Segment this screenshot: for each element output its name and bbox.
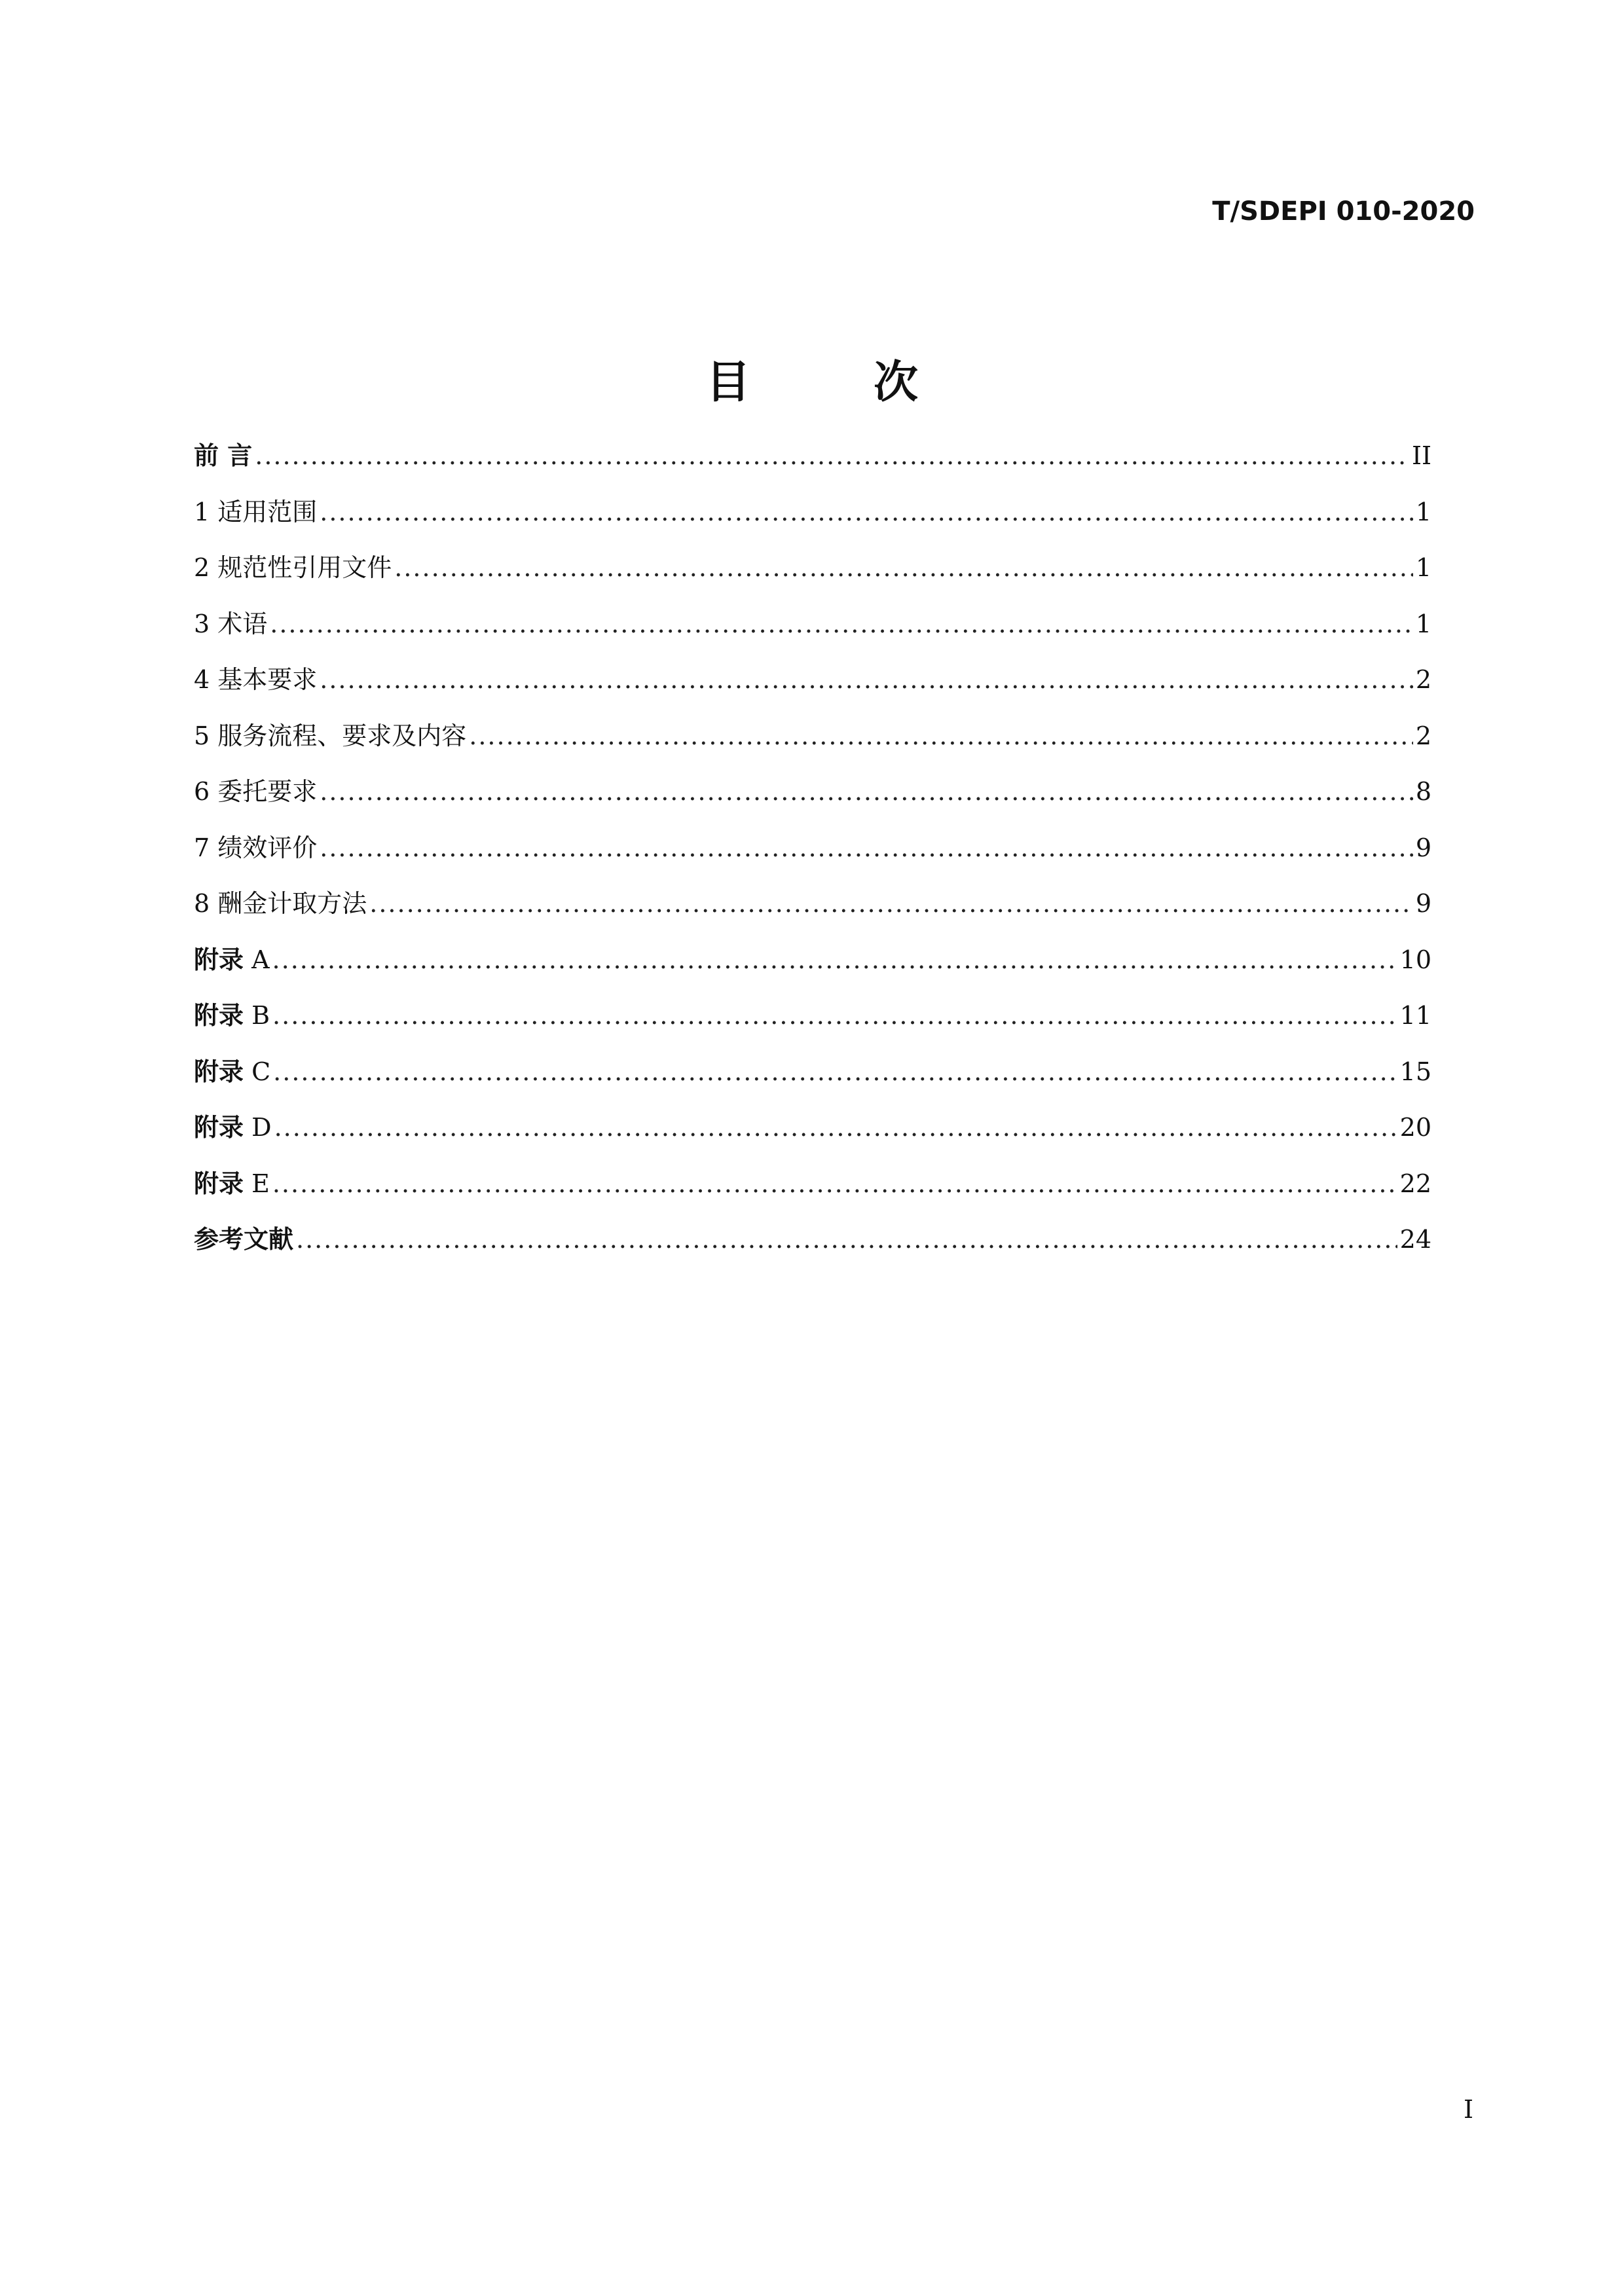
toc-entry-label-text: 5 服务流程、要求及内容: [194, 721, 467, 750]
toc-dot-leader: [272, 1169, 1397, 1198]
toc-entry-label-text: 6 委托要求: [194, 777, 318, 806]
toc-entry[interactable]: [194, 547, 1431, 604]
document-code: T/SDEPI 010-2020: [1212, 196, 1475, 227]
page-number: I: [1463, 2095, 1473, 2124]
toc-entry[interactable]: [194, 492, 1431, 548]
toc-entry-page: 9: [1415, 833, 1431, 862]
toc-dot-leader: [369, 889, 1413, 918]
toc-entry-label-text: 前 言: [194, 441, 253, 470]
table-of-contents: [194, 435, 1431, 1275]
toc-entry-label: [194, 435, 252, 471]
toc-entry-label: [194, 828, 317, 864]
toc-entry-label-text: 3 术语: [194, 609, 268, 638]
toc-entry-label-text: 附录: [194, 1169, 244, 1198]
toc-entry-page: 1: [1415, 609, 1431, 638]
toc-entry-label: [194, 659, 317, 695]
toc-entry-label: [194, 1107, 272, 1143]
toc-entry[interactable]: [194, 604, 1431, 660]
toc-dot-leader: [320, 833, 1413, 862]
toc-dot-leader: [273, 1057, 1397, 1086]
toc-entry-page: 1: [1415, 497, 1431, 526]
toc-entry-page: 1: [1415, 553, 1431, 582]
toc-entry-label-text: 1 适用范围: [194, 497, 318, 526]
toc-entry-page: 8: [1415, 777, 1431, 806]
toc-entry-label-text: 附录: [194, 1001, 244, 1030]
toc-dot-leader: [296, 1225, 1397, 1254]
toc-entry[interactable]: [194, 995, 1431, 1051]
toc-entry-suffix: A: [244, 945, 270, 974]
toc-entry-label: [194, 716, 466, 752]
toc-entry-label-text: 7 绩效评价: [194, 833, 318, 862]
toc-dot-leader: [320, 665, 1413, 694]
toc-entry-label: [194, 1051, 270, 1087]
toc-entry-label: [194, 995, 270, 1031]
toc-entry-page: 9: [1415, 889, 1431, 918]
toc-entry-page: II: [1411, 441, 1431, 470]
toc-entry[interactable]: [194, 716, 1431, 772]
toc-entry-suffix: C: [244, 1057, 271, 1086]
toc-entry-label-text: 附录: [194, 945, 244, 974]
toc-entry-label: [194, 492, 317, 528]
toc-dot-leader: [255, 441, 1409, 470]
toc-entry[interactable]: [194, 828, 1431, 884]
toc-dot-leader: [320, 777, 1413, 806]
toc-entry[interactable]: [194, 939, 1431, 996]
toc-dot-leader: [394, 553, 1413, 582]
toc-title: 目 次: [705, 357, 957, 409]
toc-entry[interactable]: [194, 1051, 1431, 1108]
toc-entry-suffix: B: [244, 1001, 270, 1030]
toc-entry-label: [194, 939, 270, 975]
toc-entry[interactable]: [194, 1107, 1431, 1163]
toc-dot-leader: [272, 945, 1397, 974]
toc-entry-label-text: 参考文献: [194, 1225, 294, 1254]
toc-entry[interactable]: [194, 1163, 1431, 1220]
toc-entry-label: [194, 883, 367, 919]
toc-entry-page: 24: [1399, 1225, 1431, 1254]
toc-dot-leader: [272, 1001, 1397, 1030]
toc-entry[interactable]: [194, 435, 1431, 492]
toc-entry-label: [194, 1219, 293, 1255]
toc-entry-page: 15: [1399, 1057, 1431, 1086]
toc-dot-leader: [469, 721, 1413, 750]
toc-entry[interactable]: [194, 771, 1431, 828]
toc-entry-label-text: 附录: [194, 1113, 244, 1142]
toc-entry-page: 20: [1399, 1113, 1431, 1142]
toc-entry-page: 2: [1415, 721, 1431, 750]
toc-dot-leader: [274, 1113, 1397, 1142]
toc-entry-label-text: 2 规范性引用文件: [194, 553, 392, 582]
toc-dot-leader: [270, 610, 1413, 638]
toc-entry-page: 10: [1399, 945, 1431, 974]
toc-entry-label: [194, 771, 317, 807]
toc-entry-suffix: E: [244, 1169, 270, 1198]
toc-entry-page: 22: [1399, 1169, 1431, 1198]
toc-entry[interactable]: [194, 1219, 1431, 1275]
toc-dot-leader: [320, 498, 1413, 526]
toc-entry[interactable]: [194, 883, 1431, 939]
toc-entry-page: 2: [1415, 665, 1431, 694]
toc-entry-label-text: 4 基本要求: [194, 665, 318, 694]
toc-entry-label: [194, 1163, 270, 1199]
toc-entry-page: 11: [1399, 1001, 1431, 1030]
toc-entry-label: [194, 547, 392, 583]
toc-entry-suffix: D: [244, 1113, 272, 1142]
toc-entry[interactable]: [194, 659, 1431, 716]
toc-entry-label-text: 8 酬金计取方法: [194, 889, 367, 918]
toc-entry-label-text: 附录: [194, 1057, 244, 1086]
toc-entry-label: [194, 604, 267, 640]
